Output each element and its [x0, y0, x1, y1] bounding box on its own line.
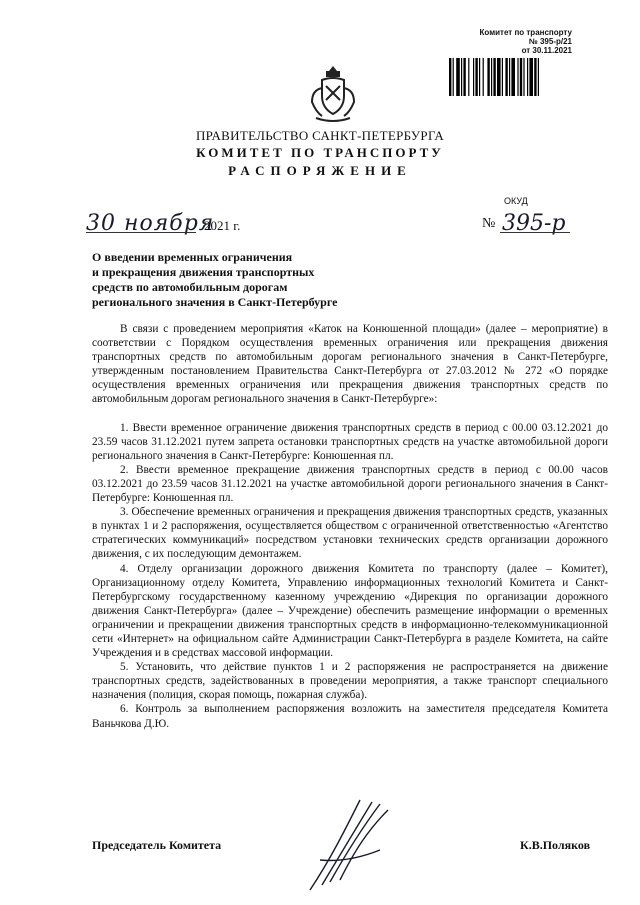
number-underline — [500, 232, 570, 233]
item-6: 6. Контроль за выполнением распоряжения возложить на заместителя председателя Комитета Ваньчкова Д.Ю. — [92, 703, 608, 730]
document-title — [92, 250, 372, 310]
title-line: средств по автомобильным дорогам — [92, 280, 288, 294]
handwritten-number: 395-р — [502, 211, 566, 236]
document-body — [92, 322, 608, 731]
stamp-line-2: № 395-р/21 — [528, 37, 572, 46]
preamble-paragraph: В связи с проведением мероприятия «Каток на Конюшенной площади» (далее – мероприятие) в соответствии с Порядком осуществления временных ограничения или прекращения движения транспортных средств по автомобильным дорогам регионального значения в Санкт-Петербурге, утвержденным постановлением Правительства Санкт-Петербурга от 27.03.2012 № 272 «О порядке осуществления временных ограничения или прекращения движения транспортных средств по автомобильным дорогам регионального значения в Санкт-Петербурге»: — [92, 323, 608, 406]
item-3: 3. Обеспечение временных ограничения и прекращения движения транспортных средств, указанных в пунктах 1 и 2 распоряжения, осуществляется обществом с ограниченной ответственностью «Агентство стратегических коммуникаций» посредством установки технических средств организации дорожного движения, с их последующим демонтажем. — [92, 506, 608, 561]
government-title: ПРАВИТЕЛЬСТВО САНКТ-ПЕТЕРБУРГА — [195, 128, 445, 143]
stamp-line-3: от 30.11.2021 — [521, 46, 572, 55]
okud-label: ОКУД — [504, 196, 528, 206]
committee-title: КОМИТЕТ ПО ТРАНСПОРТУ — [196, 145, 444, 160]
year-label: 2021 г. — [204, 218, 241, 233]
title-line: регионального значения в Санкт-Петербурге — [92, 295, 338, 309]
document-type: РАСПОРЯЖЕНИЕ — [228, 163, 412, 178]
signatory-position: Председатель Комитета — [92, 838, 222, 852]
title-line: О введении временных ограничения — [92, 250, 293, 264]
item-1: 1. Ввести временное ограничение движения транспортных средств в период с 00.00 03.12.2021 до 23.59 часов 31.12.2021 путем запрета остановки транспортных средств на участке автомобильной дороги регионального значения в Санкт-Петербурге: Конюшенная пл. — [92, 421, 608, 462]
handwritten-signature-icon — [300, 790, 420, 900]
title-line: и прекращения движения транспортных — [92, 265, 315, 279]
item-2: 2. Ввести временное прекращение движения транспортных средств в период с 00.00 часов 03.12.2021 до 23.59 часов 31.12.2021 на участке автомобильной дороги регионального значения в Санкт-Петербурге: Конюшенная пл. — [92, 463, 608, 505]
number-sign: № — [482, 216, 496, 231]
date-underline — [86, 232, 196, 233]
item-5: 5. Установить, что действие пунктов 1 и 2 распоряжения не распространяется на движение транспортных средств, задействованных в проведении мероприятия, а также транспорт специального назначения (полиция, скорая помощь, пожарная служба). — [92, 661, 608, 702]
handwritten-date: 30 ноября — [86, 211, 215, 236]
item-4: 4. Отделу организации дорожного движения Комитета по транспорту (далее – Комитет), Организационному отделу Комитета, Управлению информационных технологий Комитета и Санкт-Петербургскому государственному казенному учреждению «Дирекция по организации дорожного движения Санкт-Петербурга» (далее – Учреждение) обеспечить размещение информации о временных ограничении и прекращении движения транспортных средств в информационно-телекоммуникационной сети «Интернет» на официальном сайте Администрации Санкт-Петербурга в разделе Комитета, на сайте Учреждения и в средствах массовой информации. — [92, 562, 608, 660]
barcode-icon — [447, 58, 585, 96]
coat-of-arms-icon — [308, 62, 358, 124]
stamp-line-1: Комитет по транспорту — [479, 28, 572, 37]
signatory-name: К.В.Поляков — [520, 838, 591, 852]
registration-stamp — [442, 28, 572, 55]
